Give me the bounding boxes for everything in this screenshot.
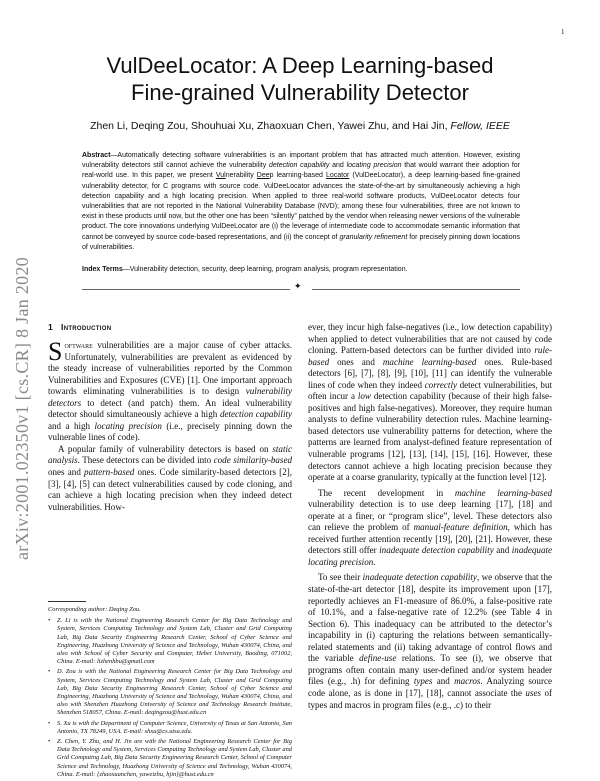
body-text: vulnerabilities are a major cause of cyber attacks. Unfortunately, vulnerabilities are prevalent as evidenced by the steady increase of vulnerabilities reported by the Common Vulnerabilities and Exposures (CVE) [1]. One important approach towards eliminating vulnerabilities is to design bbox=[48, 340, 292, 397]
body-emph: vulnerability detectors bbox=[48, 386, 292, 408]
body-emph: detection capability bbox=[219, 409, 292, 420]
abstract-text: and bbox=[329, 162, 347, 170]
body-text: detect vulnerabilities, but often incur a bbox=[308, 379, 552, 402]
author-role: Fellow, IEEE bbox=[450, 120, 510, 132]
abstract-acronym: Locator bbox=[325, 172, 350, 180]
body-emph: machine learning-based bbox=[454, 487, 552, 498]
body-emph: static analysis bbox=[48, 443, 292, 466]
body-emph: uses bbox=[525, 687, 542, 698]
drop-cap: S bbox=[48, 337, 63, 366]
body-emph: manual-feature definition bbox=[413, 522, 508, 533]
body-text: ones and bbox=[48, 467, 85, 478]
body-text: and bbox=[432, 676, 455, 687]
affiliation-item: • Z. Chen, Y. Zhu, and H. Jin are with the National Engineering Research Center for Big Data Technology and System, Services Computing Technology and System Lab, Cluster and Grid Computing Lab, Big Data Security Engineering Research Center, School of Computer Science and Technology, Huazhong University of Science and Technology, Wuhan 430074, China. E-mail: {zhaoxuanchen, yaweizhu, hjin}@hust.edu.cn bbox=[48, 738, 292, 779]
section-heading bbox=[48, 322, 111, 332]
index-terms bbox=[82, 265, 520, 275]
abstract-text: —Automatically detecting software vulnerabilities is an important problem that has attracted much attention. However, existing vulnerability detectors still cannot achieve the vulnerability bbox=[82, 152, 520, 170]
body-emph: inadequate detection capability bbox=[362, 572, 477, 583]
body-text: . Analyzing source code alone, as is done in [17], [18], cannot associate the bbox=[308, 676, 552, 698]
body-emph: inadequate detection capability bbox=[379, 545, 494, 556]
abstract-text: for precisely pinning down locations of vulnerabilities. bbox=[82, 233, 521, 251]
abstract-text: p learning-based bbox=[269, 172, 326, 180]
body-emph: locating precision bbox=[94, 420, 162, 431]
arxiv-stamp: arXiv:2001.02350v1 [cs.CR] 8 Jan 2020 bbox=[12, 256, 32, 560]
body-emph: pattern-based bbox=[84, 467, 135, 478]
right-column-body bbox=[308, 322, 552, 711]
abstract-emph: detection capability bbox=[269, 162, 330, 170]
separator-star-icon: ✦ bbox=[294, 282, 302, 292]
body-text: . These detectors can be divided into bbox=[77, 455, 214, 466]
body-text: and bbox=[493, 545, 512, 556]
body-text: ones. Rule-based detectors [6], [7], [8], [9], [10], [11] can identify the vulnerable lines of code when they indeed bbox=[308, 356, 552, 390]
page-number: 1 bbox=[561, 28, 565, 36]
author-list bbox=[60, 120, 540, 132]
corresponding-author: Corresponding author: Deqing Zou. bbox=[48, 606, 141, 613]
body-text: To see their bbox=[318, 572, 363, 583]
lead-word: oftware bbox=[64, 340, 93, 350]
body-emph: rule-based bbox=[308, 345, 552, 367]
body-emph: inadequate locating precision bbox=[308, 545, 552, 567]
body-text: and a high bbox=[48, 420, 95, 431]
footnote-rule bbox=[48, 601, 86, 602]
body-text: The recent development in bbox=[318, 487, 455, 498]
body-text: detection capability (because of their high false-positives and high false-negatives). Moreover, they require human analysts to define vulnerability detection rules. Machine learning-based detectors use vulnerability patterns for detection, where the patterns are learned from analyst-defined feature representation of vulnerable programs [12], [13], [14], [15], [16]. However, these detectors cannot achieve a high locating precision because they operate at a coarse granularity, typically at the function level [12]. bbox=[308, 391, 553, 483]
body-text: A popular family of vulnerability detectors is based on bbox=[58, 443, 273, 454]
abstract-label: Abstract bbox=[82, 152, 111, 159]
body-emph: types bbox=[413, 676, 433, 687]
abstract-emph: granularity refinement bbox=[339, 233, 408, 241]
title-line-1: VulDeeLocator: A Deep Learning-based bbox=[106, 53, 494, 78]
body-emph: define-use bbox=[359, 653, 397, 664]
body-text: vulnerability detection is to use deep learning [17], [18] and operate at a finer, or “program slice”, level. These detectors also can relieve the problem of bbox=[308, 499, 552, 533]
body-emph: correctly bbox=[424, 379, 457, 390]
footnotes bbox=[48, 606, 292, 781]
body-text: ones. Code similarity-based detectors [2], [3], [4], [5] can detect vulnerabilities caused by code cloning, and can achieve a high locating precision when they indeed detect vulnerabilities. How- bbox=[48, 467, 292, 512]
abstract-text: (VulDeeLocator), a deep learning-based fine-grained vulnerability detector, for C programs with source code. VulDeeLocator advances the state-of-the-art by simultaneously achieving a high detection capability and a high locating precision. When applied to three real-world software products, VulDeeLocator detects four vulnerabilities that are not reported in the National Vulnerability Database (NVD); among these four vulnerabilities, three are not known to exist in these products until now, but the other one has been “silently” patched by the vendor when releasing newer versions of the vulnerable product. The core innovations underlying VulDeeLocator are (i) the leverage of intermediate code to accommodate semantic information that cannot be conveyed by source code-based representations, and (ii) the concept of bbox=[82, 172, 521, 241]
separator-line-left bbox=[82, 289, 290, 290]
body-text: . bbox=[373, 556, 376, 567]
intro-paragraph-1 bbox=[48, 337, 292, 444]
title-line-2: Fine-grained Vulnerability Detector bbox=[131, 80, 469, 105]
body-text: (i.e., precisely pinning down the vulnerable lines of code). bbox=[48, 420, 292, 443]
body-text: , we observe that the state-of-the-art detector [18], despite its improvement upon [17], reportedly achieves an F1-measure of 86.0%, a false-positive rate of 10.1%, and a false-negative rate of 12.2% (see Table 4 in Section 6). This inadequacy can be attributed to the detector’s incapability in (i) capturing the relations between semantically-related statements and (ii) taking advantage of control flows and the variable bbox=[308, 572, 552, 664]
body-emph: code similarity-based bbox=[213, 455, 292, 466]
body-text: relations. To see (i), we observe that programs often contain many user-defined and/or system header files (e.g., .h) for defining bbox=[308, 653, 552, 687]
affiliation-item: • S. Xu is with the Department of Computer Science, University of Texas at San Antonio, San Antonio, TX 78249, USA. E-mail: shxu@cs.utsa.edu. bbox=[48, 720, 292, 736]
index-terms-text: —Vulnerability detection, security, deep learning, program analysis, program representation. bbox=[122, 266, 408, 273]
author-names: Zhen Li, Deqing Zou, Shouhuai Xu, Zhaoxuan Chen, Yawei Zhu, and Hai Jin, bbox=[90, 120, 448, 132]
right-paragraph-2 bbox=[308, 488, 552, 569]
abstract-emph: locating precision bbox=[346, 162, 402, 170]
right-paragraph-3 bbox=[308, 572, 552, 711]
section-separator bbox=[82, 284, 520, 294]
affiliation-item: • Z. Li is with the National Engineering Research Center for Big Data Technology and System, Services Computing Technology and System Lab, Cluster and Grid Computing Lab, Big Data Security Engineering Research Center, School of Cyber Science and Engineering, Huazhong University of Science and Technology, Wuhan 430074, China, and also with School of Cyber Security and Computer, Hebei University, Baoding, 071002, China. E-mail: lizhenhbu@gmail.com bbox=[48, 617, 292, 666]
body-emph: machine learning-based bbox=[382, 356, 477, 367]
right-paragraph-1 bbox=[308, 322, 552, 484]
body-text: to detect (and patch) them. An ideal vulnerability detector should simultaneously achieve a high bbox=[48, 397, 292, 420]
abstract-text: that would warrant their adoption for real-world use. In this paper, we present bbox=[82, 162, 520, 180]
left-column-body bbox=[48, 337, 292, 513]
index-terms-label: Index Terms bbox=[82, 266, 123, 273]
body-text: ones and bbox=[329, 356, 383, 367]
paper-title bbox=[60, 52, 540, 106]
abstract-acronym: Vul bbox=[215, 172, 226, 180]
abstract-acronym: Dee bbox=[256, 172, 270, 180]
affiliation-item: • D. Zou is with the National Engineering Research Center for Big Data Technology and System, Services Computing Technology and System Lab, Cluster and Grid Computing Lab, Big Data Security Engineering Research Center, School of Cyber Science and Engineering, Huazhong University of Science and Technology, Wuhan 430074, China, and also with Shenzhen Huazhong University of Science and Technology Research Institute, Shenzhen 518057, China. E-mail: deqingzou@hust.edu.cn bbox=[48, 668, 292, 717]
abstract bbox=[82, 151, 520, 253]
body-text: , which has received further attention recently [19], [20], [21]. However, these detectors still offer bbox=[308, 522, 552, 556]
section-title: Introduction bbox=[61, 322, 112, 332]
body-emph: low bbox=[357, 391, 371, 402]
separator-line-right bbox=[312, 289, 520, 290]
affiliation-list bbox=[48, 617, 292, 779]
intro-paragraph-2 bbox=[48, 444, 292, 513]
section-number: 1 bbox=[48, 322, 54, 332]
body-text: ever, they incur high false-negatives (i.e., low detection capability) when applied to detect vulnerabilities that are not caused by code cloning. Pattern-based detectors can be further divided into bbox=[308, 322, 552, 356]
body-emph: macros bbox=[454, 676, 481, 687]
abstract-text: nerability bbox=[225, 172, 257, 180]
body-text: of types and macros in program files (e.g., .c) to their bbox=[308, 687, 552, 710]
